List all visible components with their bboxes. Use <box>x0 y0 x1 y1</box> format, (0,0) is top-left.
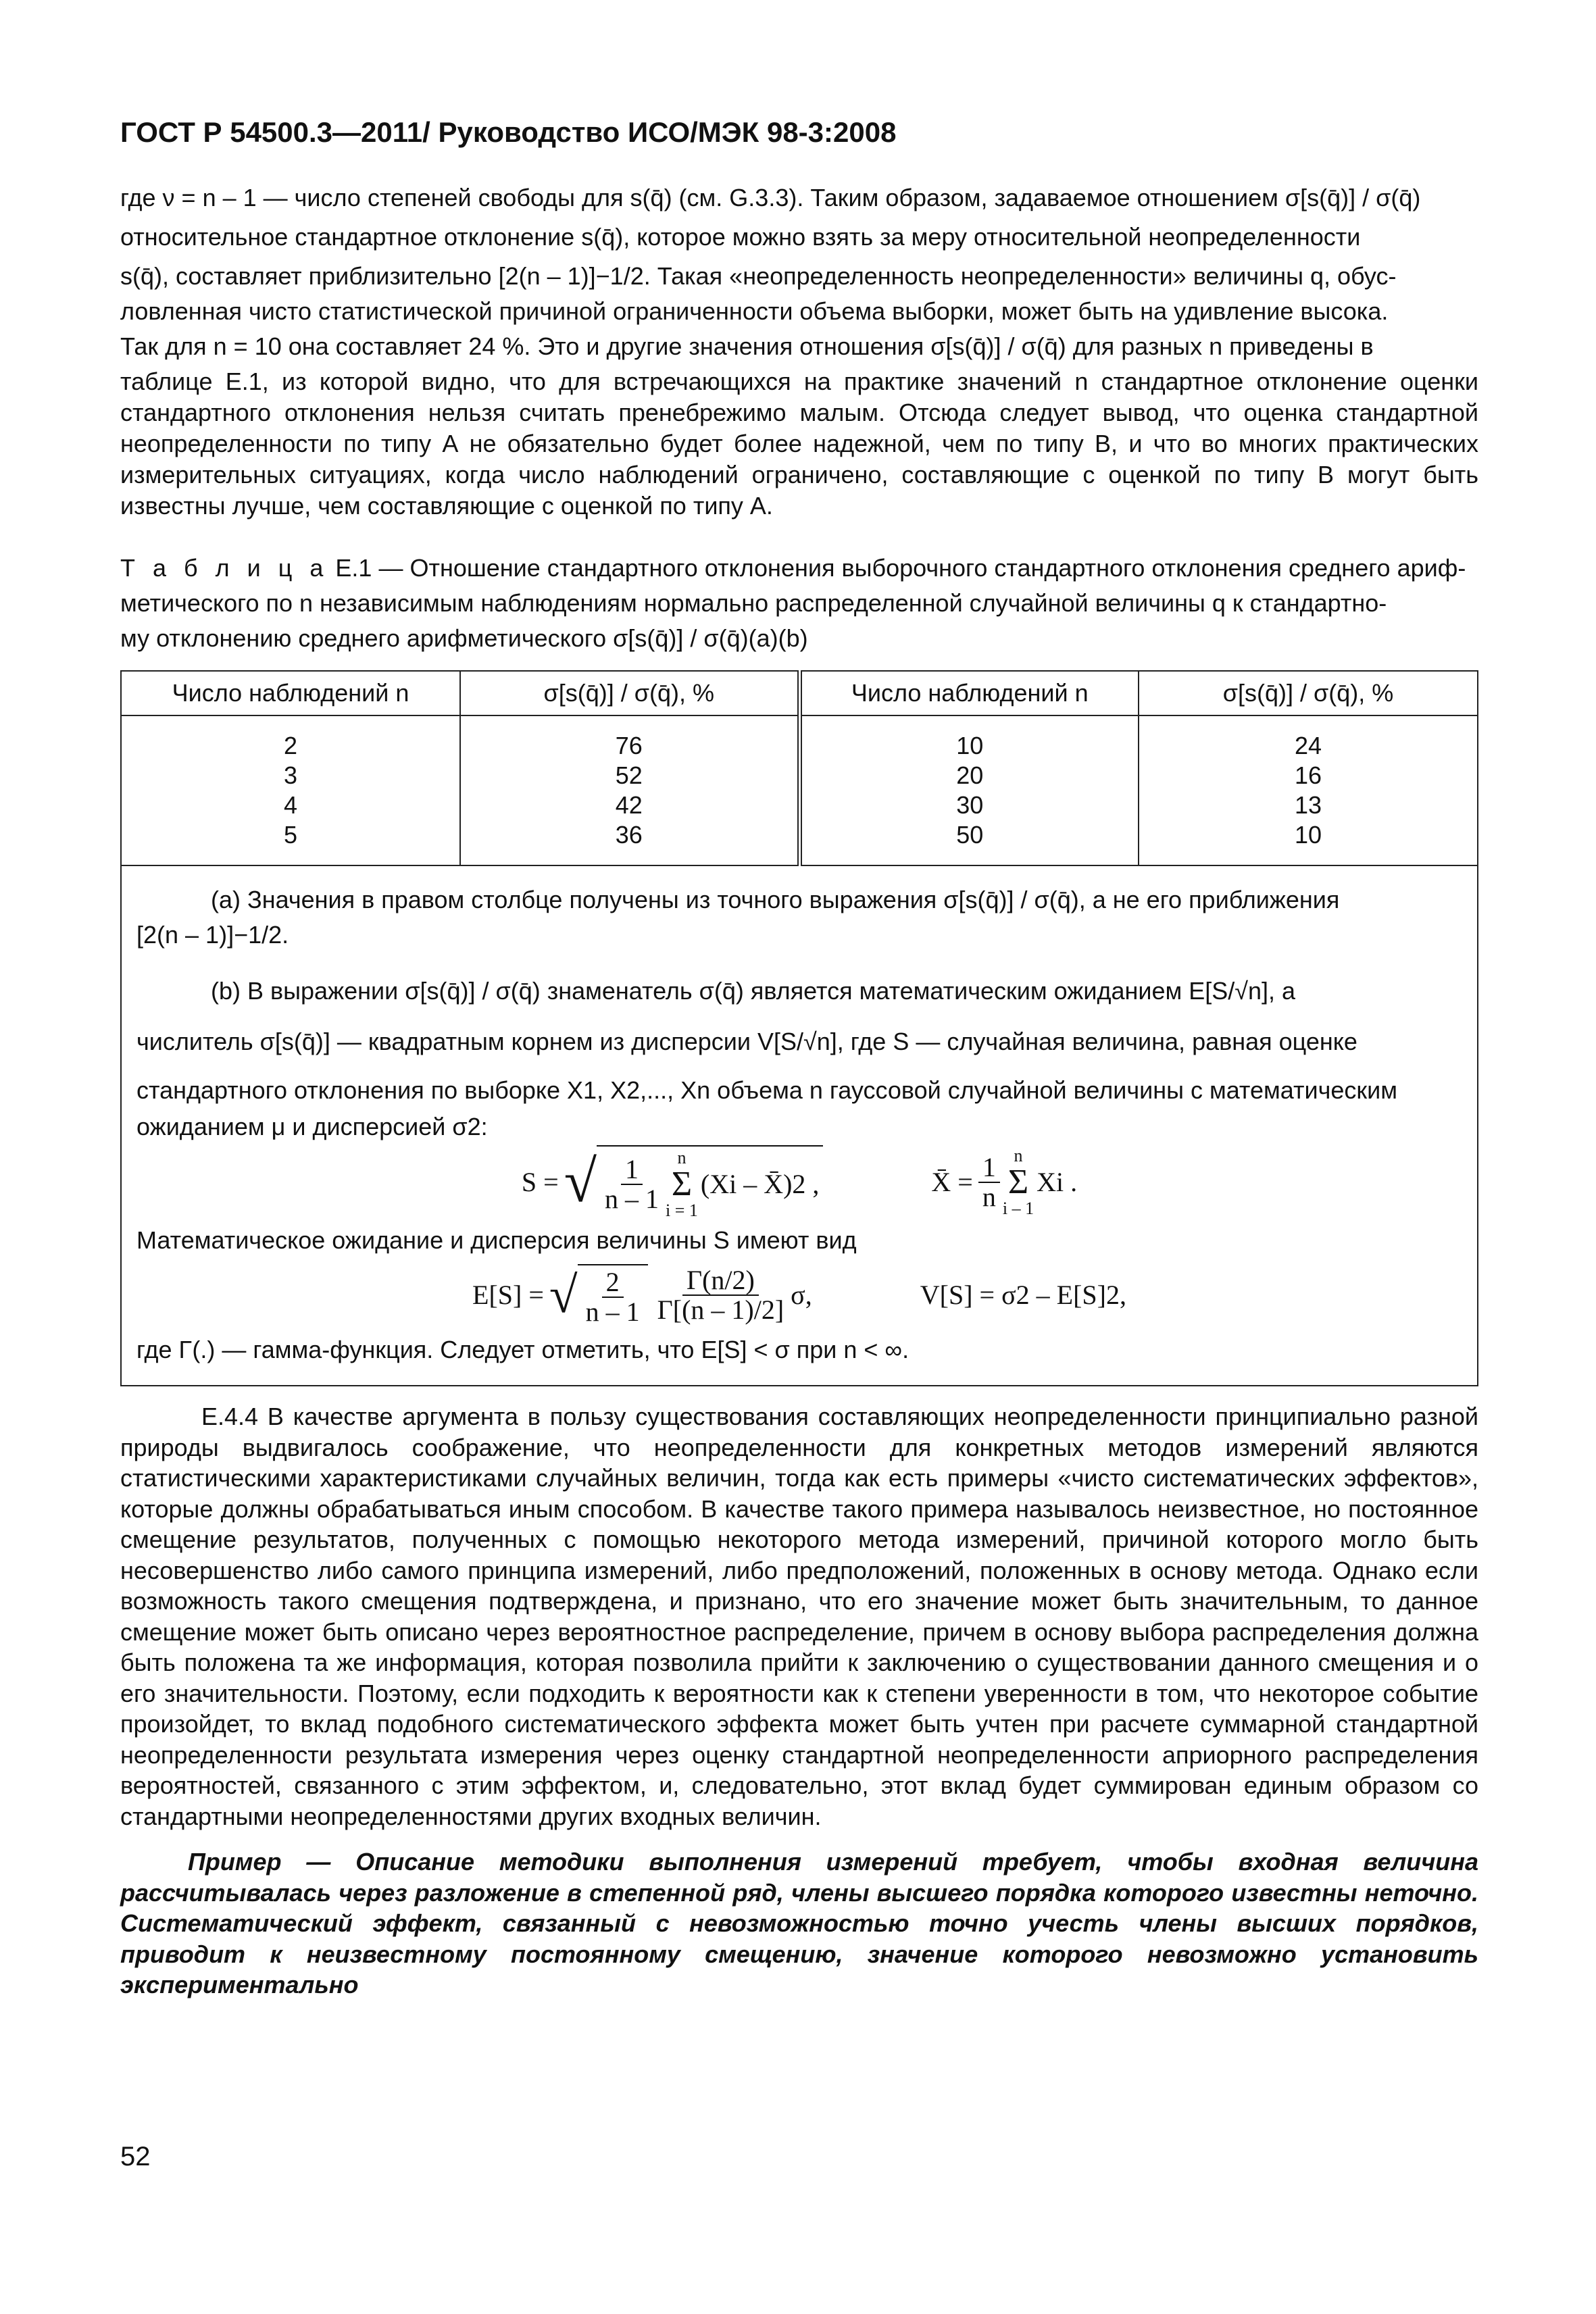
note-a-line-2: [2(n – 1)]−1/2. <box>136 921 289 949</box>
table-notes <box>121 865 1478 1386</box>
formula-xbar-body: Xi . <box>1037 1167 1078 1197</box>
formula-xbar-frac-den: n <box>982 1182 996 1212</box>
section-e-4-4-text: Е.4.4 В качестве аргумента в пользу существования составляющих неопределенности принципиально разной природы выдвигалось соображение, что неопределенности для конкретных методов измерений являются статистическими характеристиками случайных величин, тогда как есть примеры «чисто систематических эффектов», которые должны обрабатываться иным способом. В качестве такого примера называлось неизвестное, но постоянное смещение результатов, полученных с помощью некоторого метода измерений, причиной которого могло быть несовершенство либо самого принципа измерений, либо предположений, положенных в основу метода. Однако если возможность такого смещения подтверждена, и признано, что его значение может быть значительным, то данное смещение может быть описано через вероятностное распределение, причем в основу выбора распределения должна быть положена та же информация, которая позволила прийти к заключению о существовании данного смещения и о его значительности. Поэтому, если подходить к вероятности как к степени уверенности в том, что некоторое событие произойдет, то вклад подобного систематического эффекта может быть учтен при расчете суммарной стандартной неопределенности результата измерения через оценку стандартной неопределенности априорного распределения вероятностей, связанного с этим эффектом, и, следовательно, этот вклад будет суммирован единым образом со стандартными неопределенностями других входных величин. <box>120 1403 1478 1830</box>
formula-es-fraction-2 <box>653 1266 789 1324</box>
sum-sigma-icon: n Σ i – 1 <box>1002 1146 1034 1218</box>
example-text: Пример — Описание методики выполнения измерений требует, чтобы входная величина рассчитывалась через разложение в степенной ряд, члены высшего порядка которого известны неточно. Систематический эффект, связанный с невозможностью точно учесть члены высших порядков, приводит к неизвестному постоянному смещению, значение которого невозможно установить экспериментально <box>120 1848 1478 1998</box>
table-header-row <box>121 671 1478 715</box>
table-header-ratio-1: σ[s(q̄)] / σ(q̄), % <box>460 671 799 715</box>
example-paragraph <box>120 1846 1478 2001</box>
formula-es-fraction-1 <box>582 1268 644 1326</box>
table-header-ratio-2: σ[s(q̄)] / σ(q̄), % <box>1139 671 1478 715</box>
formula-s-lhs: S = <box>521 1167 559 1197</box>
formula-es-frac1-den: n – 1 <box>585 1297 640 1327</box>
note-b-line-3: стандартного отклонения по выборке X1, X2,..., Xn объема n гауссовой случайной величины с математическим <box>136 1076 1398 1104</box>
formula-es <box>472 1264 812 1326</box>
table-cell-ratio-2: 24 16 13 10 <box>1139 715 1478 865</box>
note-a-line-1: (a) Значения в правом столбце получены из точного выражения σ[s(q̄)] / σ(q̄), а не его приближения <box>211 886 1340 913</box>
intro-line-4: ловленная чисто статистической причиной ограниченности объема выборки, может быть на удивление высока. <box>120 297 1389 325</box>
intro-line-3: s(q̄), составляет приблизительно [2(n – 1)]−1/2. Такая «неопределенность неопределенности» величины q, обус- <box>120 262 1397 290</box>
section-e-4-4 <box>120 1401 1478 1832</box>
table-caption-text-1: Е.1 — Отношение стандартного отклонения выборочного стандартного отклонения среднего ариф- <box>328 554 1466 582</box>
formula-es-frac2-den: Γ[(n – 1)/2] <box>657 1294 784 1325</box>
formula-es-tail: σ, <box>791 1280 812 1310</box>
ratio-table <box>120 670 1478 1386</box>
formula-s-and-xbar <box>136 1142 1462 1223</box>
formula-s-sum-top: n <box>677 1148 687 1167</box>
intro-line-5: Так для n = 10 она составляет 24 %. Это и другие значения отношения σ[s(q̄)] / σ(q̄) для разных n приведены в <box>120 332 1374 360</box>
sqrt-sign-icon: √ $\frac{2}{n - 1}$ <box>549 1264 648 1326</box>
document-header: ГОСТ Р 54500.3—2011/ Руководство ИСО/МЭК 98-3:2008 <box>120 116 897 148</box>
table-cell-n-1: 2 3 4 5 <box>121 715 460 865</box>
table-caption-label: Т а б л и ц а <box>120 554 329 582</box>
note-b-line-4: ожиданием μ и дисперсией σ2: <box>136 1113 488 1140</box>
formula-xbar-sum-top: n <box>1014 1146 1023 1165</box>
formula-s <box>522 1145 824 1219</box>
table-notes-row <box>121 865 1478 1386</box>
document-page <box>120 115 1478 2001</box>
formula-s-fraction <box>601 1155 663 1213</box>
note-b-line-2: числитель σ[s(q̄)] — квадратным корнем из дисперсии V[S/√n], где S — случайная величина, равная оценке <box>136 1028 1357 1055</box>
formula-es-and-vs <box>136 1258 1462 1332</box>
formula-s-sum-bottom: i = 1 <box>666 1201 698 1220</box>
table-caption <box>120 549 1478 658</box>
table-header-n-2: Число наблюдений n <box>799 671 1139 715</box>
formula-xbar-lhs: X̄ = <box>931 1167 973 1197</box>
table-cell-ratio-1: 76 52 42 36 <box>460 715 799 865</box>
table-caption-text-2: метического по n независимым наблюдениям нормально распределенной случайной величины q к стандартно- <box>120 589 1387 617</box>
intro-paragraph <box>120 178 1478 522</box>
formula-es-lhs: E[S] = <box>472 1280 544 1310</box>
sqrt-sign-icon: √ $\frac{1}{n - 1}$ n Σ i = 1 (Xi – X̄)2 , <box>564 1145 824 1219</box>
formula-xbar-fraction <box>978 1153 1000 1211</box>
intro-line-2: относительное стандартное отклонение s(q̄), которое можно взять за меру относительной неопределенности <box>120 223 1361 251</box>
table-header-n-1: Число наблюдений n <box>121 671 460 715</box>
formula-es-frac1-num: 2 <box>602 1268 624 1298</box>
formula-s-body: (Xi – X̄)2 , <box>700 1169 820 1199</box>
formula-xbar <box>931 1147 1077 1217</box>
note-b-line-1: (b) В выражении σ[s(q̄)] / σ(q̄) знаменатель σ(q̄) является математическим ожиданием E[S/√n], а <box>211 977 1296 1005</box>
formula-s-frac-num: 1 <box>621 1155 643 1185</box>
table-caption-text-3: му отклонению среднего арифметического σ[s(q̄)] / σ(q̄)(a)(b) <box>120 624 808 652</box>
table-cell-n-2: 10 20 30 50 <box>799 715 1139 865</box>
page-number: 52 <box>120 2142 151 2171</box>
intro-line-6: таблице E.1, из которой видно, что для встречающихся на практике значений n стандартное отклонение оценки стандартного отклонения нельзя считать пренебрежимо малым. Отсюда следует вывод, что оценка стандартной неопределенности по типу А не обязательно будет более надежной, чем по типу В, и что во многих практических измерительных ситуациях, когда число наблюдений ограничено, составляющие с оценкой по типу В могут быть известны лучше, чем составляющие с оценкой по типу А. <box>120 368 1478 520</box>
formula-xbar-frac-num: 1 <box>978 1153 1000 1183</box>
note-b-line-6: где Γ(.) — гамма-функция. Следует отметить, что E[S] < σ при n < ∞. <box>136 1336 909 1363</box>
formula-es-frac2-num: Γ(n/2) <box>682 1266 759 1296</box>
table-row <box>121 715 1478 865</box>
sum-sigma-icon: n Σ i = 1 <box>666 1148 698 1220</box>
formula-s-frac-den: n – 1 <box>605 1184 659 1214</box>
formula-xbar-sum-bottom: i – 1 <box>1002 1199 1034 1218</box>
intro-line-1: где ν = n – 1 — число степеней свободы для s(q̄) (см. G.3.3). Таким образом, задаваемое отношением σ[s(q̄)] / σ(q̄) <box>120 184 1421 211</box>
formula-vs: V[S] = σ2 – E[S]2, <box>920 1280 1126 1310</box>
note-b-line-5: Математическое ожидание и дисперсия величины S имеют вид <box>136 1226 857 1254</box>
